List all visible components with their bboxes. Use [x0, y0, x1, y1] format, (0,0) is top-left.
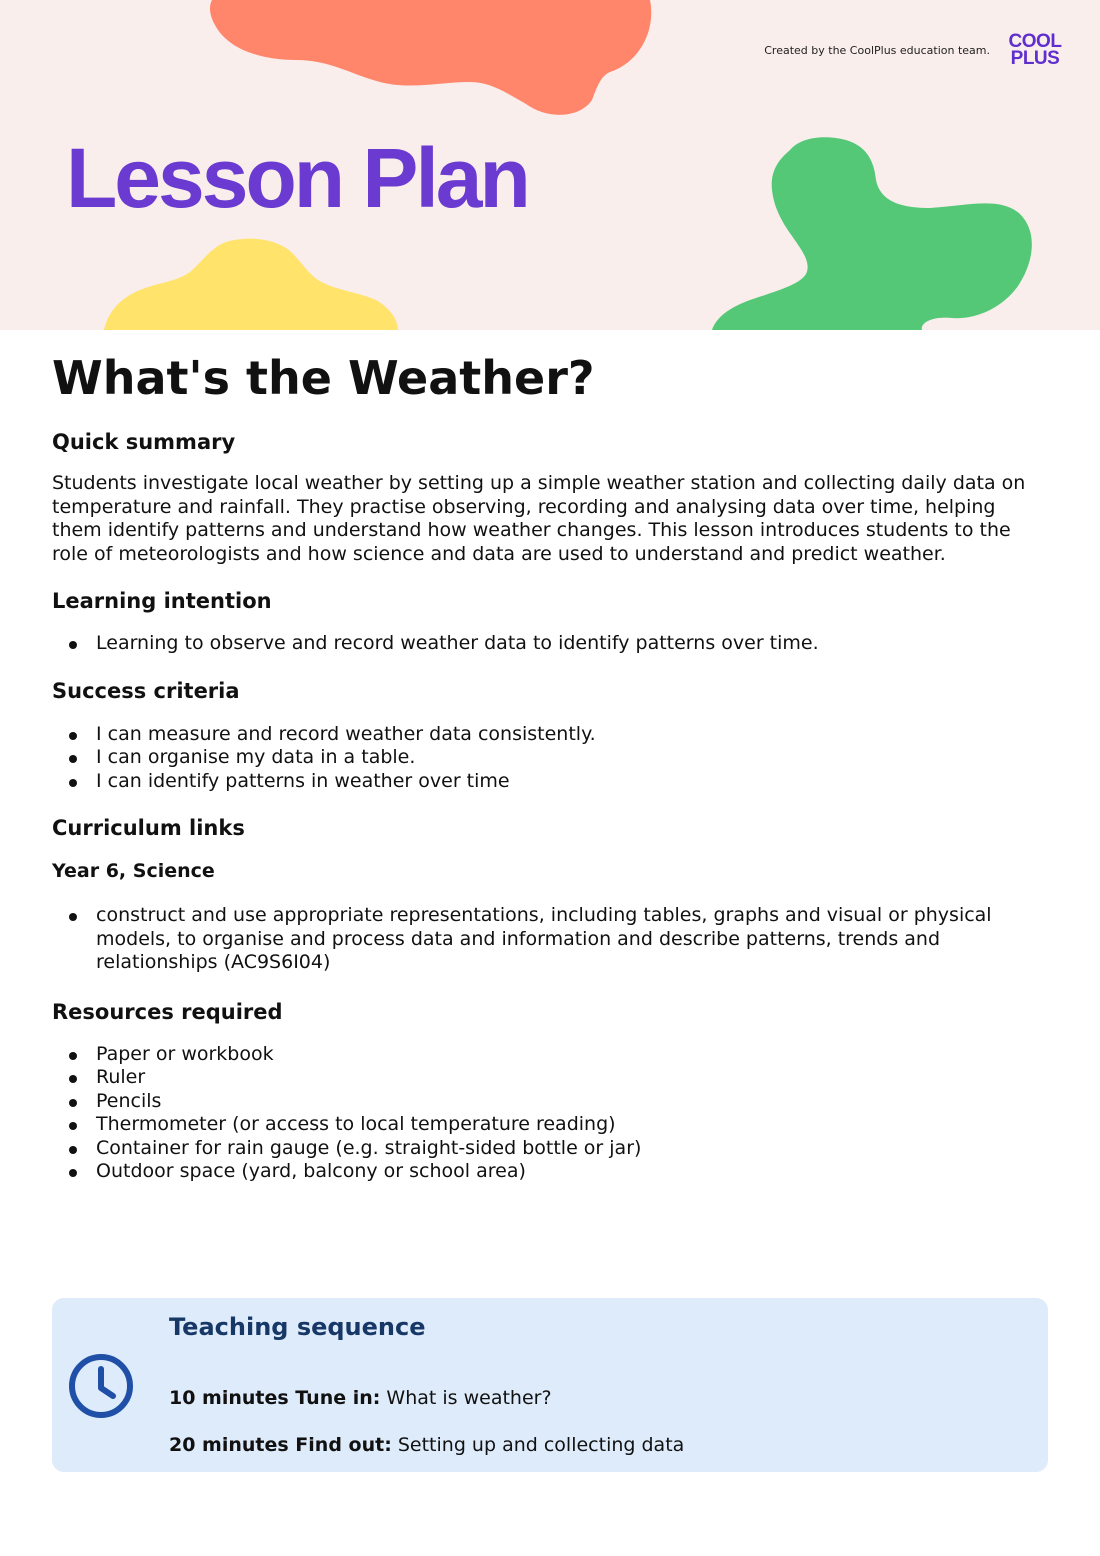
document-title: Lesson Plan [66, 131, 528, 225]
resources-heading: Resources required [52, 999, 283, 1024]
teaching-sequence-panel [52, 1298, 1048, 1472]
list-item: I can organise my data in a table. [96, 746, 1042, 770]
list-item: Container for rain gauge (e.g. straight-sided bottle or jar) [96, 1137, 1042, 1161]
header-banner [0, 0, 1100, 330]
coolplus-logo[interactable] [1003, 33, 1067, 67]
list-item: Ruler [96, 1066, 1042, 1090]
credit-text: Created by the CoolPlus education team. [764, 44, 990, 57]
list-item: Thermometer (or access to local temperature reading) [96, 1113, 1042, 1137]
clock-icon [67, 1352, 135, 1420]
step-label: 10 minutes Tune in: [169, 1387, 381, 1409]
teaching-step [169, 1433, 684, 1457]
list-item: I can identify patterns in weather over time [96, 770, 1042, 794]
curriculum-list [52, 904, 1042, 975]
intention-heading: Learning intention [52, 589, 272, 614]
logo-line-2: PLUS [1010, 48, 1060, 69]
teaching-heading: Teaching sequence [169, 1313, 426, 1341]
teaching-step [169, 1386, 552, 1410]
lesson-content [52, 348, 1042, 1184]
green-blob [712, 137, 1032, 330]
success-list [52, 723, 1042, 794]
success-heading: Success criteria [52, 678, 240, 703]
intention-list [52, 632, 1042, 656]
resources-list [52, 1043, 1042, 1184]
coral-blob [210, 0, 651, 115]
summary-heading: Quick summary [52, 430, 236, 454]
step-text: Setting up and collecting data [391, 1434, 685, 1456]
summary-text: Students investigate local weather by setting up a simple weather station and collecting daily data on temperature and rainfall. They practise observing, recording and analysing data over time, helping them identify patterns and understand how weather changes. This lesson introduces students to the role of meteorologists and how science and data are used to understand and predict weather. [52, 472, 1026, 565]
curriculum-subheading: Year 6, Science [52, 860, 215, 883]
yellow-blob [104, 239, 398, 330]
curriculum-heading: Curriculum links [52, 816, 245, 841]
list-item: Learning to observe and record weather data to identify patterns over time. [96, 632, 1042, 656]
list-item: Pencils [96, 1090, 1042, 1114]
list-item: construct and use appropriate representations, including tables, graphs and visual or physical models, to organise and process data and information and describe patterns, trends and relationships (AC9S6I04) [96, 904, 1042, 975]
lesson-title: What's the Weather? [52, 351, 595, 405]
list-item: Paper or workbook [96, 1043, 1042, 1067]
step-text: What is weather? [380, 1387, 552, 1409]
list-item: I can measure and record weather data consistently. [96, 723, 1042, 747]
list-item: Outdoor space (yard, balcony or school area) [96, 1160, 1042, 1184]
step-label: 20 minutes Find out: [169, 1434, 392, 1456]
logo-line-1: COOL [1008, 31, 1062, 52]
